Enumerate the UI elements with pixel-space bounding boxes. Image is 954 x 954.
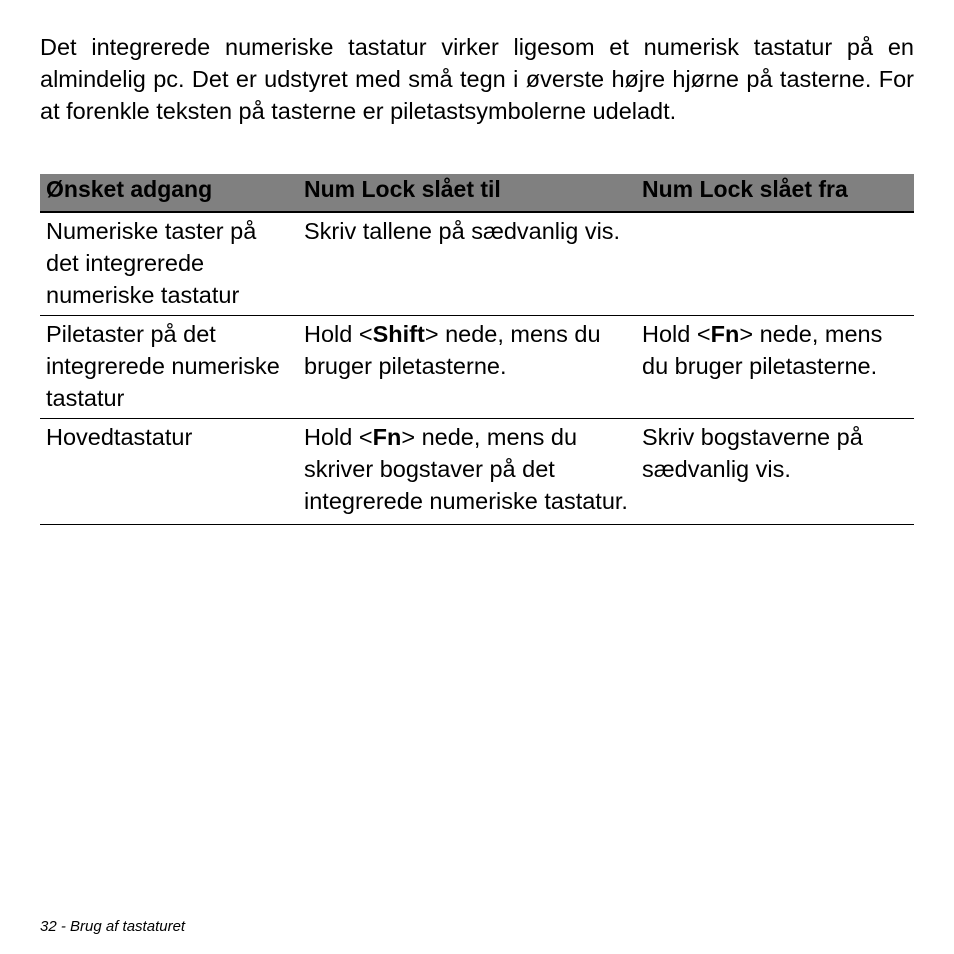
intro-paragraph: Det integrerede numeriske tastatur virker ligesom et numerisk tastatur på en almindelig pc. Det er udstyret med små tegn i øverste højre hjørne på tasterne. For at forenkle teksten på tasterne er piletastsymbolerne udeladt.	[40, 34, 914, 124]
key-name: Fn	[710, 321, 740, 347]
header-numlock-on: Num Lock slået til	[298, 174, 636, 212]
text-pre: Hold <	[304, 424, 373, 450]
cell-access: Hovedtastatur	[40, 419, 298, 525]
cell-numlock-off	[636, 316, 914, 419]
cell-access: Numeriske taster på det integrerede numeriske tastatur	[40, 212, 298, 316]
table-row	[40, 419, 914, 525]
page-footer: 32 - Brug af tastaturet	[40, 918, 186, 935]
text-pre: Hold <	[304, 321, 373, 347]
numlock-table	[40, 174, 914, 525]
text-post: > nede, mens du bruger piletasterne.	[304, 321, 601, 379]
key-name: Shift	[372, 321, 425, 347]
header-numlock-off: Num Lock slået fra	[636, 174, 914, 212]
cell-access: Piletaster på det integrerede numeriske tastatur	[40, 316, 298, 419]
table-row	[40, 212, 914, 316]
table-row	[40, 316, 914, 419]
header-desired-access: Ønsket adgang	[40, 174, 298, 212]
cell-numlock-on: Skriv tallene på sædvanlig vis.	[298, 212, 636, 316]
cell-numlock-on	[298, 419, 636, 525]
table-header-row	[40, 174, 914, 212]
text-pre: Hold <	[642, 321, 711, 347]
key-name: Fn	[372, 424, 402, 450]
cell-numlock-off: Skriv bogstaverne på sædvanlig vis.	[636, 419, 914, 525]
cell-numlock-on	[298, 316, 636, 419]
text-post: > nede, mens du skriver bogstaver på det integrerede numeriske tastatur.	[304, 424, 628, 514]
cell-numlock-off	[636, 212, 914, 316]
text-post: > nede, mens du bruger piletasterne.	[642, 321, 883, 379]
